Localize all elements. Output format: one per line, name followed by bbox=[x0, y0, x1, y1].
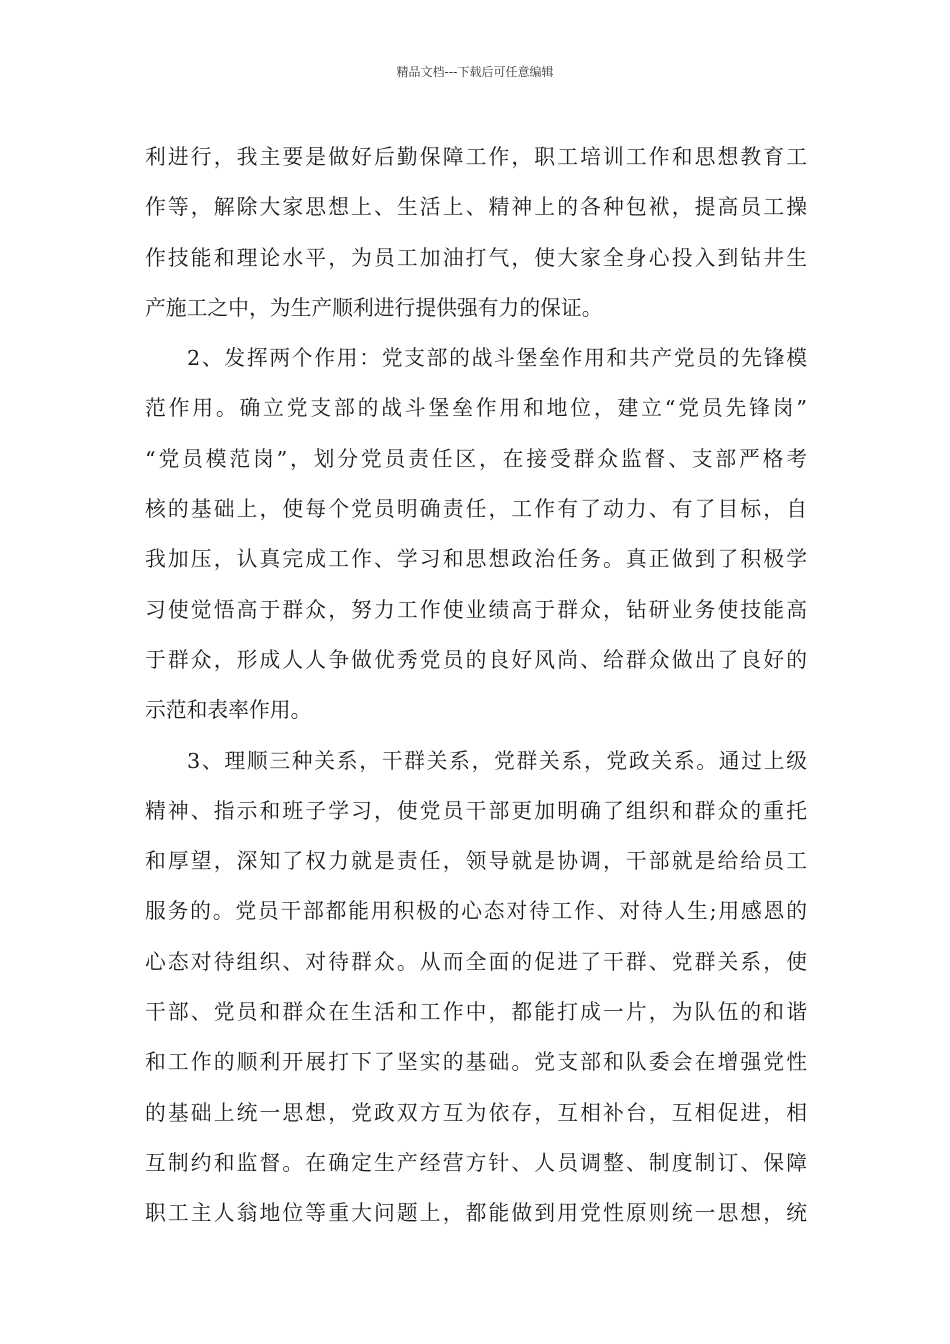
text-line: 我加压，认真完成工作、学习和思想政治任务。真正做到了积极学 bbox=[145, 547, 807, 572]
page-header: 精品文档---下载后可任意编辑 bbox=[396, 65, 554, 79]
text-line: 作等，解除大家思想上、生活上、精神上的各种包袱，提高员工操 bbox=[145, 195, 807, 220]
text-line: 和厚望，深知了权力就是责任，领导就是协调，干部就是给给员工 bbox=[145, 849, 807, 874]
text-line: 范作用。确立党支部的战斗堡垒作用和地位，建立“党员先锋岗” bbox=[145, 396, 807, 421]
document-body bbox=[145, 132, 807, 1239]
text-line: 作技能和理论水平，为员工加油打气，使大家全身心投入到钻井生 bbox=[145, 245, 807, 270]
text-line: 2、发挥两个作用：党支部的战斗堡垒作用和共产党员的先锋模 bbox=[187, 346, 807, 371]
text-line: 职工主人翁地位等重大问题上，都能做到用党性原则统一思想，统 bbox=[145, 1201, 807, 1226]
paragraph-2 bbox=[145, 333, 807, 735]
text-line: 和工作的顺利开展打下了坚实的基础。党支部和队委会在增强党性 bbox=[145, 1050, 807, 1075]
text-line: 心态对待组织、对待群众。从而全面的促进了干群、党群关系，使 bbox=[145, 949, 807, 974]
text-line: 于群众，形成人人争做优秀党员的良好风尚、给群众做出了良好的 bbox=[145, 647, 807, 672]
text-line: 习使觉悟高于群众，努力工作使业绩高于群众，钻研业务使技能高 bbox=[145, 597, 807, 622]
text-line: 的基础上统一思想，党政双方互为依存，互相补台，互相促进，相 bbox=[145, 1100, 807, 1125]
text-line: 干部、党员和群众在生活和工作中，都能打成一片，为队伍的和谐 bbox=[145, 1000, 807, 1025]
text-line: 3、理顺三种关系，干群关系，党群关系，党政关系。通过上级 bbox=[187, 748, 807, 773]
text-line: 精神、指示和班子学习，使党员干部更加明确了组织和群众的重托 bbox=[145, 798, 807, 823]
text-line: “党员模范岗”，划分党员责任区，在接受群众监督、支部严格考 bbox=[145, 446, 807, 471]
text-line: 产施工之中，为生产顺利进行提供强有力的保证。 bbox=[145, 295, 603, 320]
text-line: 服务的。党员干部都能用积极的心态对待工作、对待人生;用感恩的 bbox=[145, 899, 807, 924]
text-line: 互制约和监督。在确定生产经营方针、人员调整、制度制订、保障 bbox=[145, 1150, 807, 1175]
text-line: 示范和表率作用。 bbox=[145, 698, 312, 723]
text-line: 利进行，我主要是做好后勤保障工作，职工培训工作和思想教育工 bbox=[145, 145, 807, 169]
text-line: 核的基础上，使每个党员明确责任，工作有了动力、有了目标，自 bbox=[145, 497, 807, 522]
paragraph-3 bbox=[145, 736, 807, 1239]
paragraph-1 bbox=[145, 132, 807, 333]
